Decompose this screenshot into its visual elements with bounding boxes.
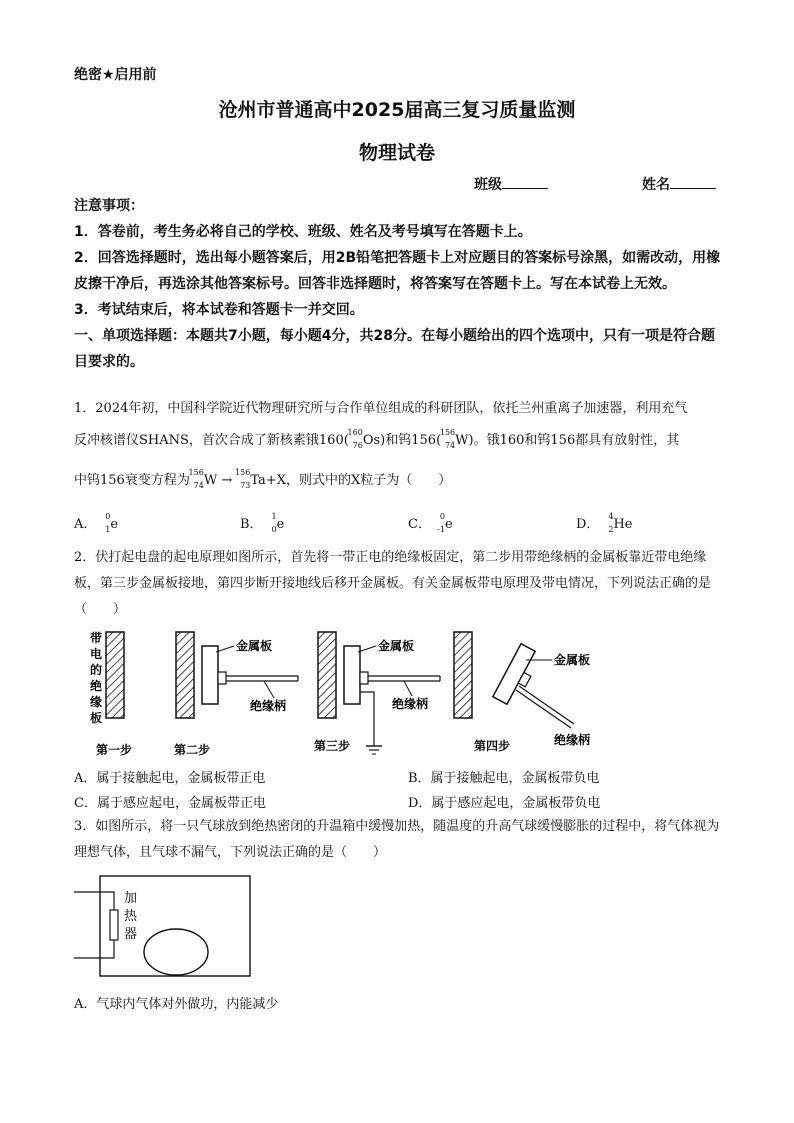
w-symbol: W: [455, 433, 469, 448]
plate-label-char-5: 缘: [90, 695, 103, 709]
q2-figure: [74, 628, 634, 760]
q1-option-a: A． 0 1 e: [74, 512, 119, 534]
os-isotope: 160 76: [347, 428, 363, 450]
notice-block: [74, 193, 724, 375]
charged-plate-4: [454, 632, 472, 718]
metal-plate-4: [493, 644, 542, 708]
charged-plate-1: [106, 632, 124, 718]
w-isotope: 156 74: [439, 428, 456, 450]
os-symbol: Os: [362, 433, 381, 448]
notice-item-2: 2．回答选择题时，选出每小题答案后，用2B铅笔把答题卡上对应题目的答案标号涂黑，如需改动，用橡皮擦干净后，再选涂其他答案标号。回答非选择题时，将答案写在答题卡上。写在本试卷上无效。: [74, 250, 721, 292]
notice-heading: 注意事项：: [74, 198, 144, 214]
heater-label-3: 器: [124, 927, 138, 942]
name-field: [642, 174, 716, 194]
plus-x: +X: [265, 473, 286, 488]
plate-label-char-1: 带: [90, 631, 103, 645]
plate-label-char-2: 电: [90, 647, 103, 661]
metal-plate-label-4: 金属板: [554, 653, 591, 667]
handle-label-4: 绝缘柄: [554, 733, 591, 747]
charged-plate-2: [176, 632, 194, 718]
plate-label-char-3: 的: [90, 663, 103, 677]
plate-label-char-4: 绝: [90, 679, 103, 693]
class-blank: [502, 176, 548, 189]
q3-option-a: A．气球内气体对外做功，内能减少: [74, 997, 279, 1012]
q2-option-a: A．属于接触起电，金属板带正电: [74, 771, 266, 786]
notice-item-3: 3．考试结束后，将本试卷和答题卡一并交回。: [74, 302, 364, 318]
step-4-label: 第四步: [474, 739, 511, 753]
heater-label-2: 热: [124, 909, 138, 924]
q1-text-e: ，则式中的X粒子为（ ）: [285, 473, 452, 488]
q1-option-c: C． 0 -1 e: [408, 512, 453, 534]
heater-wire-top: [74, 892, 114, 910]
q1-line-1: 1．2024年初，中国科学院近代物理研究所与合作单位组成的科研团队，依托兰州重离子加速器，利用充气: [74, 401, 688, 416]
name-label: 姓名: [642, 177, 670, 193]
notice-item-1: 1．答卷前，考生务必将自己的学校、班级、姓名及考号填写在答题卡上。: [74, 224, 532, 240]
ta-isotope: 156 73: [235, 468, 251, 490]
step-3-label: 第三步: [314, 739, 351, 753]
q1-option-d: D． 4 2 He: [576, 512, 633, 534]
plate-label-char-6: 板: [90, 711, 103, 725]
exam-title: 沧州市普通高中2025届高三复习质量监测: [218, 99, 576, 121]
class-field: [474, 174, 548, 194]
class-label: 班级: [474, 177, 502, 193]
q3-figure: [74, 872, 264, 980]
handle-label-2: 绝缘柄: [250, 699, 287, 713]
q1-line-2: 反冲核谱仪SHANS，首次合成了新核素锇160( 160 76 Os)和钨156( 156 74 W)。锇160和钨156都具有放射性，其: [74, 428, 680, 450]
section-heading: 一、单项选择题：本题共7小题，每小题4分，共28分。在每小题给出的四个选项中，只有一项是符合题目要求的。: [74, 328, 715, 370]
q2-option-c: C．属于感应起电，金属板带正电: [74, 796, 266, 811]
question-3: 3．如图所示，将一只气球放到绝热密闭的升温箱中缓慢加热，随温度的升高气球缓慢膨胀的过程中，将气体视为理想气体，且气球不漏气，下列说法正确的是（ ）: [74, 819, 720, 860]
heater-element: [110, 910, 118, 940]
q2-option-d: D．属于感应起电，金属板带负电: [408, 796, 601, 811]
name-blank: [670, 176, 716, 189]
question-2: 2．伏打起电盘的起电原理如图所示，首先将一带正电的绝缘板固定，第二步用带绝缘柄的金属板靠近带电绝缘板，第三步金属板接地，第四步断开接地线后移开金属板。有关金属板带电原理及带电情况，下列说法正确的是（ ）: [74, 550, 712, 617]
w-isotope-eq: 156 74: [188, 468, 204, 490]
confidential-mark: 绝密★启用前: [74, 67, 157, 83]
handle-label-3: 绝缘柄: [392, 697, 429, 711]
exam-subtitle: 物理试卷: [358, 142, 435, 164]
metal-plate-2: [202, 646, 218, 704]
charged-plate-3: [318, 632, 336, 718]
step-2-label: 第二步: [174, 743, 211, 757]
metal-plate-3: [344, 646, 360, 704]
q1-text-a: 反冲核谱仪SHANS，首次合成了新核素锇160: [74, 433, 344, 448]
q1-text-c: 。锇160和钨156都具有放射性，其: [473, 433, 680, 448]
metal-plate-label-2: 金属板: [236, 639, 273, 653]
balloon: [144, 929, 208, 975]
step-1-label: 第一步: [96, 743, 133, 757]
question-1: [74, 396, 724, 494]
q1-text-d: 中钨156衰变方程为: [74, 473, 190, 488]
q1-text-b: 和钨156: [385, 433, 437, 448]
q1-line-3: 中钨156衰变方程为 156 74 W → 156 73 Ta+X，则式中的X粒子为（ ）: [74, 468, 452, 490]
metal-plate-label-3: 金属板: [378, 639, 415, 653]
q1-option-b: B． 1 0 e: [240, 512, 285, 534]
heater-label-1: 加: [124, 891, 138, 906]
heater-wire-bottom: [74, 940, 114, 958]
q2-option-b: B．属于接触起电，金属板带负电: [408, 771, 600, 786]
ground-wire: [360, 692, 374, 746]
